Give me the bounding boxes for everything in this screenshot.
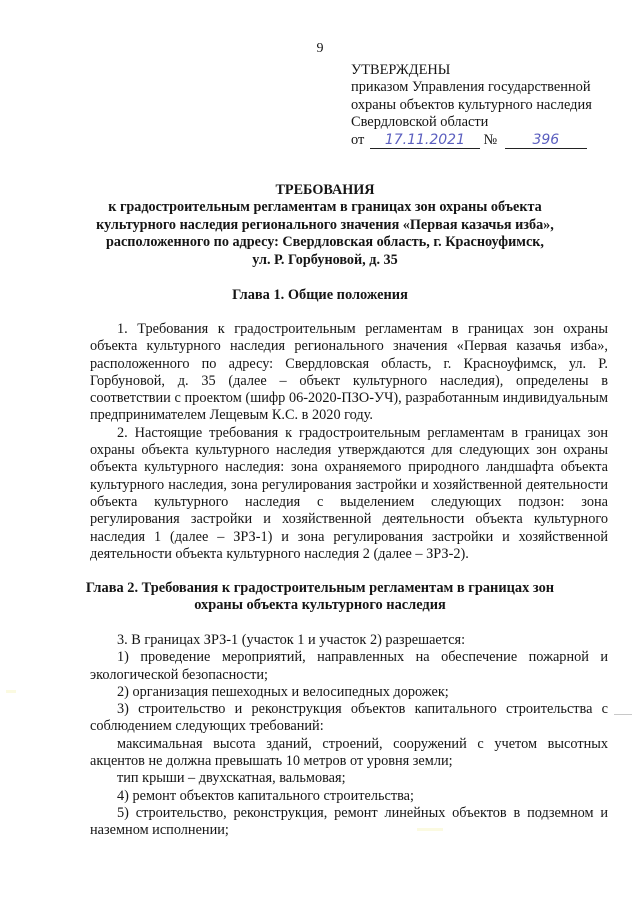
date-prefix: от — [351, 131, 365, 148]
heading-line-4: ул. Р. Горбуновой, д. 35 — [252, 251, 398, 268]
scan-artifact-mark — [614, 714, 632, 715]
approval-line-1: приказом Управления государственной — [351, 79, 591, 96]
chapter-2-title-line-1: Глава 2. Требования к градостроительным регламентам в границах зон — [85, 580, 555, 596]
number-prefix: № — [483, 131, 498, 148]
paragraph: 4) ремонт объектов капитального строительства; — [117, 787, 414, 804]
paragraph: 1. Требования к градостроительным регламентам в границах зон охраны объекта культурного наследия регионального значения «Первая казачья изба», расположенного по адресу: Свердловская область, г. Красноуфимск, ул. Р. Горбуновой, д. 35 (далее – объект культурного наследия), определены в соответствии с проектом (шифр 06-2020-ПЗО-УЧ), разработанным индивидуальным предпринимателем Лещевым К.С. в 2020 году. — [90, 321, 608, 424]
scan-highlight-mark — [417, 828, 443, 831]
scan-highlight-mark — [6, 690, 16, 693]
document-title: ТРЕБОВАНИЯ — [275, 182, 375, 198]
chapter-2-title-line-2: охраны объекта культурного наследия — [194, 597, 446, 614]
document-heading — [90, 182, 560, 269]
paragraph: 2) организация пешеходных и велосипедных дорожек; — [117, 683, 449, 700]
paragraph: 1) проведение мероприятий, направленных на обеспечение пожарной и экологической безопасности; — [90, 649, 608, 683]
paragraph: тип крыши – двухскатная, вальмовая; — [117, 770, 346, 787]
paragraph: 2. Настоящие требования к градостроительным регламентам в границах зон охраны объекта культурного наследия утверждаются для следующих зон охраны объекта культурного наследия: зона охраняемого природного ландшафта объекта культурного наследия, зона регулирования застройки и хозяйственной деятельности объекта культурного наследия с выделением следующих подзон: зона регулирования застройки и хозяйственной деятельности объекта культурного наследия 1 (далее – ЗРЗ-1) и зона регулирования застройки и хозяйственной деятельности объекта культурного наследия 2 (далее – ЗРЗ-2). — [90, 424, 608, 562]
paragraph: максимальная высота зданий, строений, сооружений с учетом высотных акцентов не должна превышать 10 метров от уровня земли; — [90, 735, 608, 770]
handwritten-date: 17.11.2021 — [370, 133, 480, 149]
heading-line-3: расположенного по адресу: Свердловская область, г. Красноуфимск, — [106, 234, 544, 251]
handwritten-number: 396 — [505, 133, 587, 149]
paragraph: 3) строительство и реконструкция объектов капитального строительства с соблюдением следующих требований: — [90, 701, 608, 735]
paragraph: 3. В границах ЗРЗ-1 (участок 1 и участок 2) разрешается: — [117, 632, 466, 648]
paragraph: 5) строительство, реконструкция, ремонт линейных объектов в подземном и наземном исполнении; — [90, 804, 608, 839]
chapter-1-body — [90, 321, 608, 563]
chapter-2-body — [90, 632, 608, 840]
heading-line-2: культурного наследия регионального значения «Первая казачья изба», — [96, 216, 554, 233]
approval-line-3: Свердловской области — [351, 114, 489, 131]
page-number: 9 — [316, 41, 324, 56]
approval-line-2: охраны объектов культурного наследия — [351, 96, 592, 113]
heading-line-1: к градостроительным регламентам в границах зон охраны объекта — [108, 199, 542, 216]
approval-title: УТВЕРЖДЕНЫ — [351, 62, 451, 78]
approval-stamp — [351, 62, 621, 149]
approval-date-row — [351, 132, 621, 149]
chapter-2-title — [60, 580, 580, 615]
chapter-1-title: Глава 1. Общие положения — [232, 287, 408, 303]
